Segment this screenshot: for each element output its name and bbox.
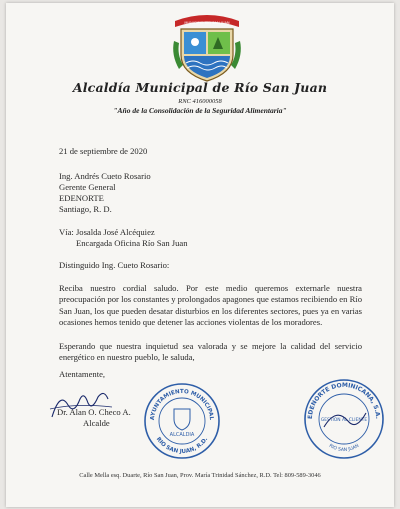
salutation: Distinguido Ing. Cueto Rosario: bbox=[59, 260, 170, 270]
municipal-stamp bbox=[142, 381, 222, 461]
body-paragraph: Reciba nuestro cordial saludo. Por este medio queremos externarle nuestra preocupación por los constantes y prolongados apagones que estamos recibiendo en Río San Juan, los que pueden desatar disturbios en los diferentes sectores, pues ya en varias ocasiones hemos tenido que detener las acciones violentas de los moradores. bbox=[59, 283, 362, 328]
edenorte-stamp bbox=[302, 377, 386, 461]
stamp-top-text: AYUNTAMIENTO MUNICIPAL bbox=[149, 388, 215, 421]
municipal-crest-logo bbox=[169, 11, 245, 83]
letter-date: 21 de septiembre de 2020 bbox=[59, 146, 148, 156]
stamp-bottom-text: RIO SAN JUAN, R.D. bbox=[154, 436, 210, 456]
closing: Atentamente, bbox=[59, 369, 106, 379]
crest-banner-text: MUNICIPIO RIO SAN JUAN bbox=[184, 21, 230, 25]
edenorte-ring-text: EDENORTE DOMINICANA, S.A. bbox=[306, 381, 382, 420]
edenorte-middle-text: GESTION AL CLIENTE bbox=[320, 418, 368, 423]
org-name: Alcaldía Municipal de Río San Juan bbox=[72, 80, 328, 95]
recipient-line: Santiago, R. D. bbox=[59, 204, 112, 214]
recipient-line: Gerente General bbox=[59, 182, 116, 192]
svg-text:EDENORTE DOMINICANA, S.A. bbox=[307, 382, 381, 419]
signer-name: Dr. Alan O. Checo A. bbox=[57, 407, 131, 417]
recipient-line: Ing. Andrés Cueto Rosario bbox=[59, 171, 151, 181]
recipient-line: EDENORTE bbox=[59, 193, 104, 203]
org-rnc: RNC 416000058 bbox=[178, 98, 222, 105]
stamp-middle-text: ALCALDIA bbox=[169, 432, 195, 438]
letter-page bbox=[6, 3, 394, 507]
via-line: Encargada Oficina Río San Juan bbox=[76, 238, 188, 248]
edenorte-place-text: RIO SAN JUAN bbox=[327, 443, 361, 454]
footer-address: Calle Mella esq. Duarte, Río San Juan, Prov. María Trinidad Sánchez, R.D. Tel: 809-589-3046 bbox=[79, 472, 321, 479]
via-line: Vía: Josalda José Alcéquiez bbox=[59, 227, 155, 237]
signer-title: Alcalde bbox=[83, 418, 110, 428]
org-motto: "Año de la Consolidación de la Seguridad Alimentaria" bbox=[113, 106, 287, 115]
body-paragraph: Esperando que nuestra inquietud sea valorada y se mejore la calidad del servicio energético en nuestro pueblo, le saluda, bbox=[59, 341, 362, 363]
